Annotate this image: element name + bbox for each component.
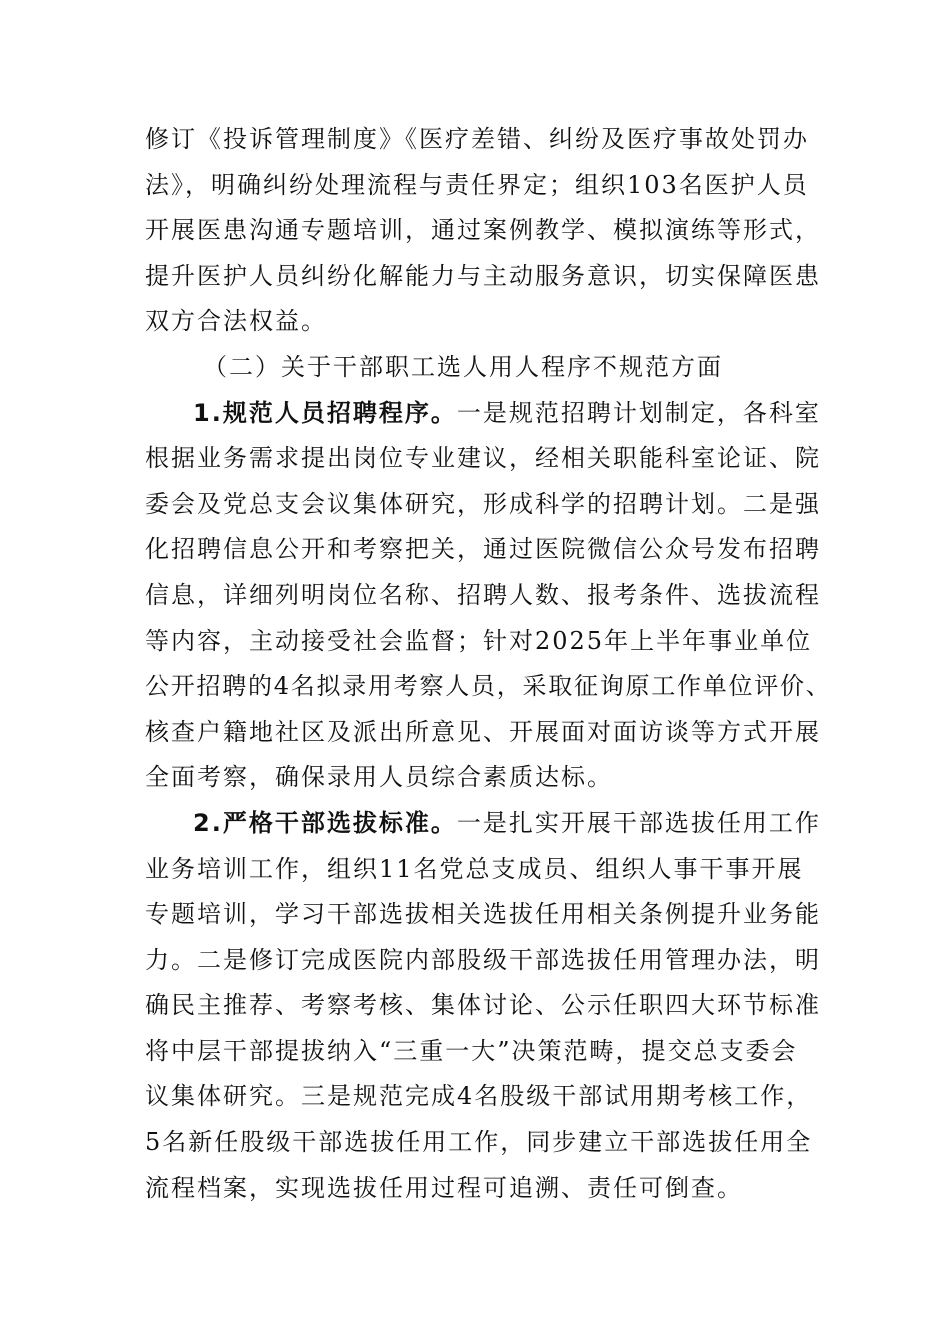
text-line xyxy=(145,847,825,893)
paragraph-lead-title: 2.严格干部选拔标准。 xyxy=(193,808,457,837)
text-line xyxy=(145,436,825,482)
text-line-content: 5名新任股级干部选拔任用工作，同步建立干部选拔任用全 xyxy=(145,1128,813,1157)
text-line-content: 流程档案，实现选拔任用过程可追溯、责任可倒查。 xyxy=(145,1173,743,1202)
section-heading xyxy=(145,345,825,391)
text-line xyxy=(145,664,832,710)
text-line xyxy=(145,1166,825,1212)
text-line xyxy=(145,938,825,984)
text-line-content: 委会及党总支会议集体研究，形成科学的招聘计划。二是强 xyxy=(145,489,821,518)
text-line-content: 全面考察，确保录用人员综合素质达标。 xyxy=(145,763,613,792)
text-line xyxy=(145,755,825,801)
text-line-content: 信息，详细列明岗位名称、招聘人数、报考条件、选拔流程 xyxy=(145,580,821,609)
document-body xyxy=(145,117,832,1211)
text-line xyxy=(145,527,825,573)
text-line xyxy=(145,1029,825,1075)
text-line xyxy=(145,299,825,345)
text-line-content: 法》，明确纠纷处理流程与责任界定；组织103名医护人员 xyxy=(145,170,809,199)
text-line-content: 专题培训，学习干部选拔相关选拔任用相关条例提升业务能 xyxy=(145,900,821,929)
text-line-content: 力。二是修订完成医院内部股级干部选拔任用管理办法，明 xyxy=(145,945,821,974)
text-line xyxy=(145,1074,825,1120)
text-line-content: 修订《投诉管理制度》《医疗差错、纠纷及医疗事故处罚办 xyxy=(145,125,809,153)
text-line-content: 业务培训工作，组织11名党总支成员、组织人事干事开展 xyxy=(145,854,804,883)
paragraph-text: 一是扎实开展干部选拔任用工作 xyxy=(456,808,821,837)
text-line xyxy=(145,117,825,163)
paragraph-lead-line xyxy=(145,391,825,437)
text-line xyxy=(145,710,825,756)
text-line xyxy=(145,983,825,1029)
text-line-content: 确民主推荐、考察考核、集体讨论、公示任职四大环节标准 xyxy=(145,991,821,1020)
text-line xyxy=(145,892,825,938)
text-line-content: 公开招聘的4名拟录用考察人员，采取征询原工作单位评价、 xyxy=(145,672,832,701)
text-line-content: 双方合法权益。 xyxy=(145,307,327,336)
text-line xyxy=(145,1120,825,1166)
text-line-content: 核查户籍地社区及派出所意见、开展面对面访谈等方式开展 xyxy=(145,717,821,746)
text-line xyxy=(145,619,825,665)
paragraph-lead-title: 1.规范人员招聘程序。 xyxy=(193,398,457,427)
text-line-content: 开展医患沟通专题培训，通过案例教学、模拟演练等形式， xyxy=(145,216,821,245)
text-line-content: 提升医护人员纠纷化解能力与主动服务意识，切实保障医患 xyxy=(145,261,821,290)
text-line-content: 将中层干部提拔纳入“三重一大”决策范畴，提交总支委会 xyxy=(145,1036,798,1065)
text-line xyxy=(145,482,825,528)
paragraph-text: 一是规范招聘计划制定，各科室 xyxy=(456,398,821,427)
paragraph-lead-line xyxy=(145,801,825,847)
text-line xyxy=(145,254,825,300)
section-heading-text: （二）关于干部职工选人用人程序不规范方面 xyxy=(203,352,723,381)
text-line-content: 化招聘信息公开和考察把关，通过医院微信公众号发布招聘 xyxy=(145,535,821,564)
text-line xyxy=(145,573,825,619)
text-line-content: 等内容，主动接受社会监督；针对2025年上半年事业单位 xyxy=(145,626,813,655)
text-line xyxy=(145,208,825,254)
text-line-content: 根据业务需求提出岗位专业建议，经相关职能科室论证、院 xyxy=(145,444,821,473)
text-line-content: 议集体研究。三是规范完成4名股级干部试用期考核工作， xyxy=(145,1082,813,1111)
text-line xyxy=(145,163,825,209)
